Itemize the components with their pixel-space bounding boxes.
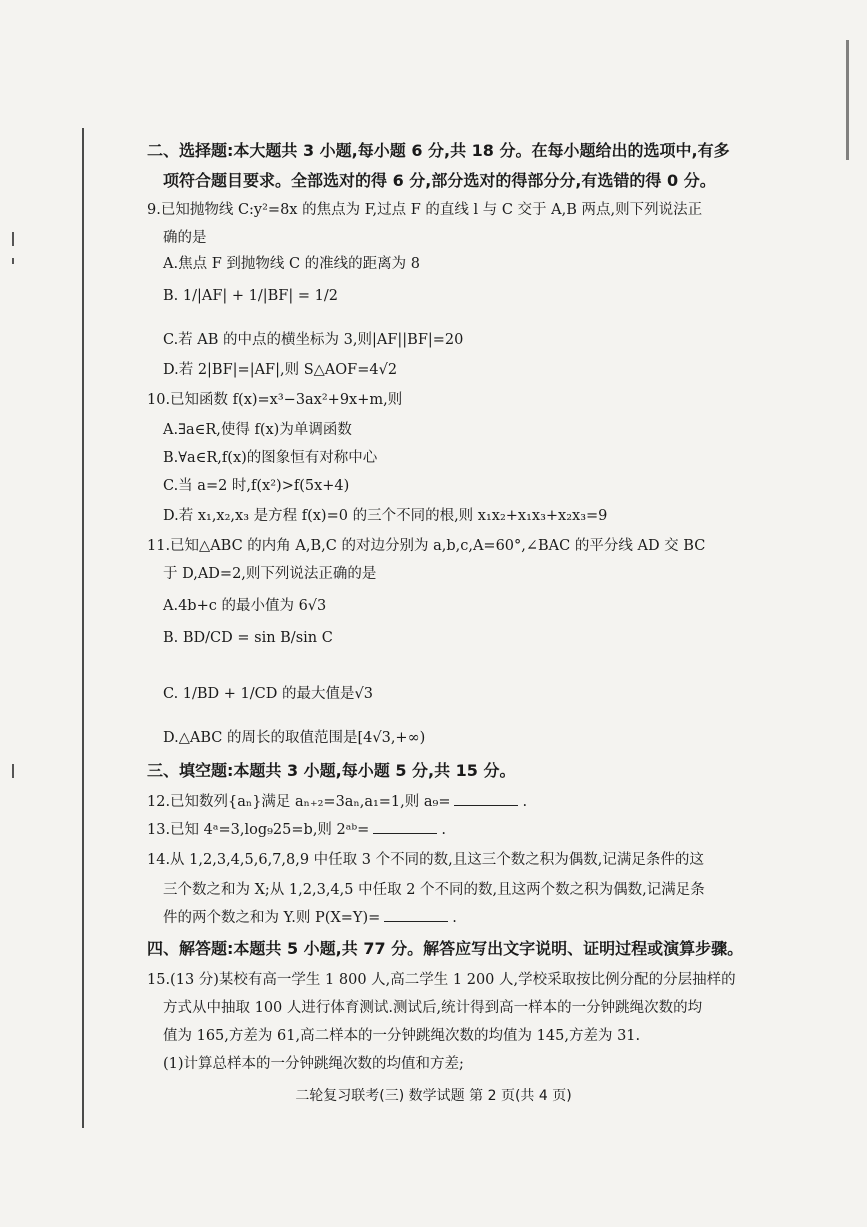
q9-option-c: C.若 AB 的中点的横坐标为 3,则|AF||BF|=20	[163, 332, 464, 348]
q13	[147, 818, 446, 839]
section2-heading-line1: 二、选择题:本大题共 3 小题,每小题 6 分,共 18 分。在每小题给出的选项中,有多	[147, 141, 730, 160]
q10-stem: 10.已知函数 f(x)=x³−3ax²+9x+m,则	[147, 392, 403, 408]
q10-option-b: B.∀a∈R,f(x)的图象恒有对称中心	[163, 450, 378, 466]
q9-option-b: B. 1/|AF| + 1/|BF| = 1/2	[163, 288, 338, 304]
q11-stem-cont: 于 D,AD=2,则下列说法正确的是	[163, 566, 377, 582]
q14-line3-text: 件的两个数之和为 Y.则 P(X=Y)=	[163, 910, 381, 926]
q10-option-a: A.∃a∈R,使得 f(x)为单调函数	[163, 422, 352, 438]
q13-text: 13.已知 4ᵃ=3,log₉25=b,则 2ᵃᵇ=	[147, 822, 370, 838]
answer-blank	[454, 793, 518, 806]
q11-option-b: B. BD/CD = sin B/sin C	[163, 630, 333, 646]
q9-option-a: A.焦点 F 到抛物线 C 的准线的距离为 8	[163, 256, 421, 272]
q9-stem-cont: 确的是	[163, 230, 207, 246]
page-footer: 二轮复习联考(三) 数学试题 第 2 页(共 4 页)	[295, 1088, 572, 1104]
q14-end: .	[452, 910, 457, 926]
q11-option-a: A.4b+c 的最小值为 6√3	[163, 598, 327, 614]
q9-option-d: D.若 2|BF|=|AF|,则 S△AOF=4√2	[163, 362, 398, 378]
q14-line2: 三个数之和为 X;从 1,2,3,4,5 中任取 2 个不同的数,且这两个数之积为偶数,记满足条	[163, 882, 705, 898]
section3-heading: 三、填空题:本题共 3 小题,每小题 5 分,共 15 分。	[147, 761, 516, 780]
section2-heading-line2: 项符合题目要求。全部选对的得 6 分,部分选对的得部分分,有选错的得 0 分。	[163, 171, 716, 190]
q15-line2: 方式从中抽取 100 人进行体育测试.测试后,统计得到高一样本的一分钟跳绳次数的均	[163, 1000, 703, 1016]
q13-end: .	[441, 822, 446, 838]
q15-line1: 15.(13 分)某校有高一学生 1 800 人,高二学生 1 200 人,学校采取按比例分配的分层抽样的	[147, 972, 736, 988]
q11-option-d: D.△ABC 的周长的取值范围是[4√3,+∞)	[163, 730, 426, 746]
q10-option-d: D.若 x₁,x₂,x₃ 是方程 f(x)=0 的三个不同的根,则 x₁x₂+x₁x₃+x₂x₃=9	[163, 508, 608, 524]
section4-heading: 四、解答题:本题共 5 小题,共 77 分。解答应写出文字说明、证明过程或演算步骤。	[147, 939, 744, 958]
scan-edge	[846, 40, 849, 160]
q15-line4: (1)计算总样本的一分钟跳绳次数的均值和方差;	[163, 1056, 464, 1072]
q14-line1: 14.从 1,2,3,4,5,6,7,8,9 中任取 3 个不同的数,且这三个数之积为偶数,记满足条件的这	[147, 852, 704, 868]
margin-line	[82, 128, 84, 1128]
scan-mark	[12, 764, 14, 778]
q11-stem: 11.已知△ABC 的内角 A,B,C 的对边分别为 a,b,c,A=60°,∠BAC 的平分线 AD 交 BC	[147, 538, 706, 554]
answer-blank	[384, 909, 448, 922]
scan-mark	[12, 232, 14, 246]
q10-option-c: C.当 a=2 时,f(x²)>f(5x+4)	[163, 478, 350, 494]
q11-option-c: C. 1/BD + 1/CD 的最大值是√3	[163, 686, 373, 702]
q12-end: .	[522, 794, 528, 810]
q12-text: 12.已知数列{aₙ}满足 aₙ₊₂=3aₙ,a₁=1,则 a₉=	[147, 794, 451, 810]
scan-mark	[12, 258, 14, 264]
q14-line3	[163, 906, 457, 927]
answer-blank	[373, 821, 437, 834]
q9-stem: 9.已知抛物线 C:y²=8x 的焦点为 F,过点 F 的直线 l 与 C 交于 A,B 两点,则下列说法正	[147, 202, 703, 218]
q12	[147, 790, 527, 811]
q15-line3: 值为 165,方差为 61,高二样本的一分钟跳绳次数的均值为 145,方差为 31.	[163, 1028, 641, 1044]
